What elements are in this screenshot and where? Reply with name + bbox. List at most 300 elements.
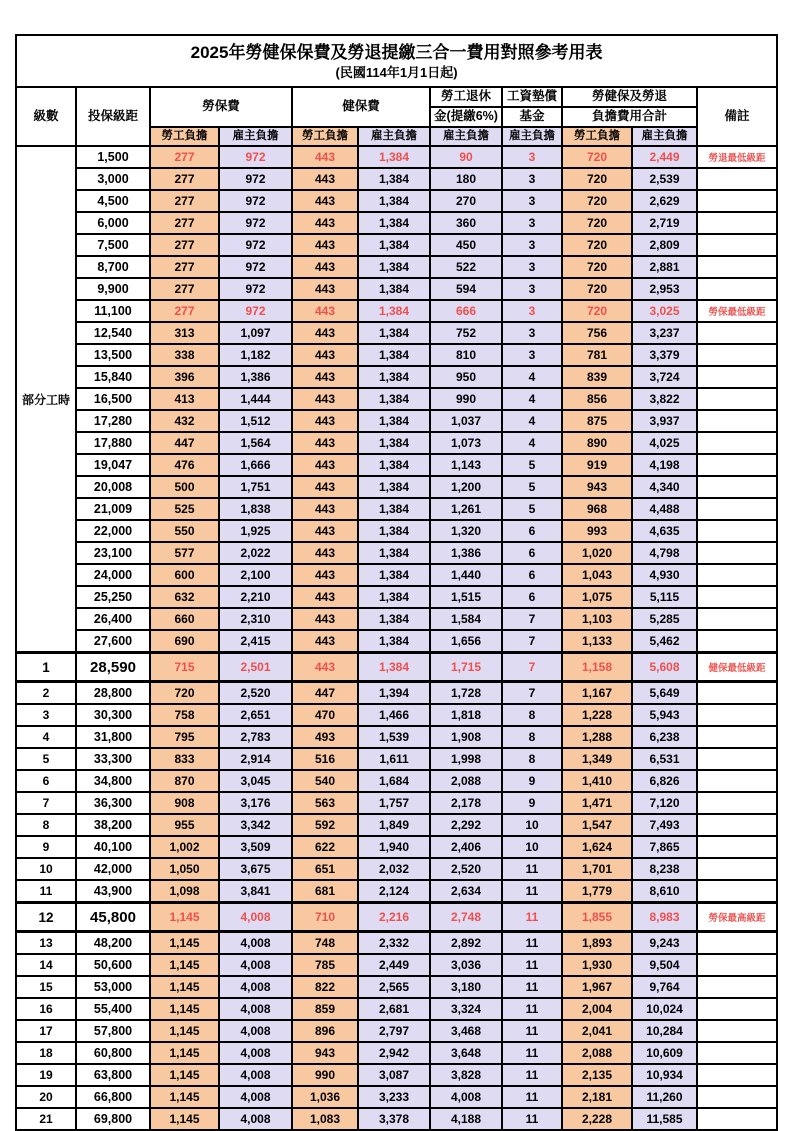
- wagefund-employer-cell: 11: [502, 954, 562, 976]
- labor-employee-cell: 313: [150, 322, 219, 344]
- health-employer-cell: 2,565: [358, 976, 430, 998]
- health-employee-cell: 443: [292, 322, 358, 344]
- total-employer-cell: 8,983: [632, 903, 697, 932]
- remark-cell: [697, 770, 777, 792]
- health-employer-cell: 1,384: [358, 322, 430, 344]
- labor-employer-cell: 1,444: [219, 388, 292, 410]
- labor-employer-cell: 2,100: [219, 564, 292, 586]
- pension-employer-cell: 90: [430, 146, 502, 168]
- labor-employer-cell: 972: [219, 168, 292, 190]
- pension-employer-cell: 2,178: [430, 792, 502, 814]
- subheader-labor-employer: 雇主負擔: [219, 127, 292, 146]
- health-employer-cell: 1,384: [358, 168, 430, 190]
- level-cell: 21: [16, 1108, 76, 1130]
- remark-cell: [697, 520, 777, 542]
- remark-cell: [697, 704, 777, 726]
- level-cell: 8: [16, 814, 76, 836]
- total-employee-cell: 943: [562, 476, 632, 498]
- labor-employee-cell: 632: [150, 586, 219, 608]
- health-employee-cell: 943: [292, 1042, 358, 1064]
- total-employer-cell: 2,629: [632, 190, 697, 212]
- labor-employer-cell: 972: [219, 146, 292, 168]
- pension-employer-cell: 1,728: [430, 682, 502, 705]
- remark-cell: 勞保最低級距: [697, 300, 777, 322]
- total-employer-cell: 5,285: [632, 608, 697, 630]
- total-employee-cell: 1,967: [562, 976, 632, 998]
- total-employer-cell: 3,379: [632, 344, 697, 366]
- total-employer-cell: 2,809: [632, 234, 697, 256]
- col-header-total-line2: 負擔費用合計: [562, 107, 697, 127]
- total-employer-cell: 3,937: [632, 410, 697, 432]
- bracket-cell: 25,250: [76, 586, 150, 608]
- remark-cell: [697, 1108, 777, 1130]
- wagefund-employer-cell: 6: [502, 520, 562, 542]
- health-employee-cell: 443: [292, 520, 358, 542]
- bracket-cell: 45,800: [76, 903, 150, 932]
- health-employee-cell: 822: [292, 976, 358, 998]
- total-employee-cell: 1,779: [562, 880, 632, 903]
- subheader-wagefund-employer: 雇主負擔: [502, 127, 562, 146]
- table-row: [16, 954, 777, 976]
- remark-cell: [697, 168, 777, 190]
- health-employer-cell: 2,124: [358, 880, 430, 903]
- wagefund-employer-cell: 8: [502, 704, 562, 726]
- labor-employer-cell: 972: [219, 278, 292, 300]
- health-employer-cell: 1,384: [358, 344, 430, 366]
- labor-employer-cell: 2,651: [219, 704, 292, 726]
- health-employer-cell: 2,449: [358, 954, 430, 976]
- total-employer-cell: 2,719: [632, 212, 697, 234]
- health-employer-cell: 2,216: [358, 903, 430, 932]
- health-employer-cell: 1,394: [358, 682, 430, 705]
- table-row: [16, 234, 777, 256]
- level-cell: 2: [16, 682, 76, 705]
- health-employee-cell: 443: [292, 630, 358, 653]
- pension-employer-cell: 2,748: [430, 903, 502, 932]
- labor-employee-cell: 908: [150, 792, 219, 814]
- health-employee-cell: 443: [292, 234, 358, 256]
- remark-cell: [697, 190, 777, 212]
- bracket-cell: 40,100: [76, 836, 150, 858]
- wagefund-employer-cell: 5: [502, 498, 562, 520]
- labor-employee-cell: 690: [150, 630, 219, 653]
- total-employee-cell: 720: [562, 300, 632, 322]
- bracket-cell: 20,008: [76, 476, 150, 498]
- total-employee-cell: 2,004: [562, 998, 632, 1020]
- bracket-cell: 28,800: [76, 682, 150, 705]
- labor-employer-cell: 4,008: [219, 1108, 292, 1130]
- wagefund-employer-cell: 5: [502, 476, 562, 498]
- table-row: [16, 770, 777, 792]
- pension-employer-cell: 3,828: [430, 1064, 502, 1086]
- bracket-cell: 66,800: [76, 1086, 150, 1108]
- wagefund-employer-cell: 11: [502, 1020, 562, 1042]
- labor-employee-cell: 1,145: [150, 976, 219, 998]
- health-employee-cell: 443: [292, 190, 358, 212]
- health-employee-cell: 443: [292, 146, 358, 168]
- health-employee-cell: 443: [292, 410, 358, 432]
- labor-employee-cell: 1,145: [150, 1086, 219, 1108]
- total-employee-cell: 2,041: [562, 1020, 632, 1042]
- bracket-cell: 23,100: [76, 542, 150, 564]
- remark-cell: [697, 998, 777, 1020]
- table-row: [16, 1064, 777, 1086]
- wagefund-employer-cell: 11: [502, 998, 562, 1020]
- health-employer-cell: 3,233: [358, 1086, 430, 1108]
- total-employer-cell: 5,649: [632, 682, 697, 705]
- total-employee-cell: 1,471: [562, 792, 632, 814]
- health-employer-cell: 1,384: [358, 653, 430, 682]
- labor-employee-cell: 413: [150, 388, 219, 410]
- level-cell: 1: [16, 653, 76, 682]
- labor-employee-cell: 277: [150, 256, 219, 278]
- table-row: [16, 748, 777, 770]
- remark-cell: [697, 256, 777, 278]
- bracket-cell: 11,100: [76, 300, 150, 322]
- total-employee-cell: 839: [562, 366, 632, 388]
- health-employee-cell: 443: [292, 278, 358, 300]
- labor-employee-cell: 758: [150, 704, 219, 726]
- health-employer-cell: 2,032: [358, 858, 430, 880]
- level-cell: 5: [16, 748, 76, 770]
- labor-employee-cell: 955: [150, 814, 219, 836]
- remark-cell: [697, 1042, 777, 1064]
- health-employer-cell: 1,384: [358, 498, 430, 520]
- total-employee-cell: 1,410: [562, 770, 632, 792]
- health-employee-cell: 447: [292, 682, 358, 705]
- labor-employee-cell: 1,145: [150, 1020, 219, 1042]
- total-employer-cell: 4,798: [632, 542, 697, 564]
- remark-cell: [697, 836, 777, 858]
- wagefund-employer-cell: 11: [502, 1108, 562, 1130]
- table-row: [16, 476, 777, 498]
- bracket-cell: 22,000: [76, 520, 150, 542]
- total-employer-cell: 4,340: [632, 476, 697, 498]
- labor-employer-cell: 4,008: [219, 932, 292, 955]
- total-employee-cell: 968: [562, 498, 632, 520]
- wagefund-employer-cell: 6: [502, 542, 562, 564]
- health-employer-cell: 1,384: [358, 234, 430, 256]
- labor-employee-cell: 277: [150, 146, 219, 168]
- total-employee-cell: 1,043: [562, 564, 632, 586]
- total-employer-cell: 3,724: [632, 366, 697, 388]
- remark-cell: [697, 410, 777, 432]
- labor-employee-cell: 1,145: [150, 1064, 219, 1086]
- remark-cell: [697, 212, 777, 234]
- labor-employer-cell: 972: [219, 300, 292, 322]
- bracket-cell: 43,900: [76, 880, 150, 903]
- level-cell: 17: [16, 1020, 76, 1042]
- table-row: [16, 630, 777, 653]
- col-header-level: 級數: [16, 87, 76, 146]
- health-employer-cell: 1,384: [358, 432, 430, 454]
- remark-cell: [697, 234, 777, 256]
- bracket-cell: 17,280: [76, 410, 150, 432]
- total-employee-cell: 720: [562, 168, 632, 190]
- pension-employer-cell: 1,715: [430, 653, 502, 682]
- health-employee-cell: 443: [292, 300, 358, 322]
- total-employee-cell: 720: [562, 256, 632, 278]
- remark-cell: [697, 542, 777, 564]
- table-body: [16, 146, 777, 1130]
- labor-employer-cell: 3,509: [219, 836, 292, 858]
- labor-employer-cell: 972: [219, 190, 292, 212]
- subheader-total-employer: 雇主負擔: [632, 127, 697, 146]
- bracket-cell: 26,400: [76, 608, 150, 630]
- total-employer-cell: 3,025: [632, 300, 697, 322]
- remark-cell: [697, 932, 777, 955]
- labor-employer-cell: 972: [219, 234, 292, 256]
- bracket-cell: 8,700: [76, 256, 150, 278]
- bracket-cell: 38,200: [76, 814, 150, 836]
- total-employer-cell: 3,822: [632, 388, 697, 410]
- pension-employer-cell: 950: [430, 366, 502, 388]
- health-employer-cell: 1,384: [358, 146, 430, 168]
- bracket-cell: 50,600: [76, 954, 150, 976]
- pension-employer-cell: 3,324: [430, 998, 502, 1020]
- total-employer-cell: 2,539: [632, 168, 697, 190]
- level-cell: 6: [16, 770, 76, 792]
- remark-cell: [697, 976, 777, 998]
- labor-employee-cell: 795: [150, 726, 219, 748]
- wagefund-employer-cell: 3: [502, 190, 562, 212]
- labor-employee-cell: 660: [150, 608, 219, 630]
- level-cell: 19: [16, 1064, 76, 1086]
- health-employee-cell: 896: [292, 1020, 358, 1042]
- table-row: [16, 682, 777, 705]
- wagefund-employer-cell: 10: [502, 836, 562, 858]
- total-employer-cell: 11,585: [632, 1108, 697, 1130]
- labor-employer-cell: 2,210: [219, 586, 292, 608]
- col-header-remark: 備註: [697, 87, 777, 146]
- level-cell: 20: [16, 1086, 76, 1108]
- labor-employee-cell: 1,145: [150, 954, 219, 976]
- remark-cell: [697, 954, 777, 976]
- table-row: [16, 520, 777, 542]
- pension-employer-cell: 1,261: [430, 498, 502, 520]
- total-employer-cell: 4,635: [632, 520, 697, 542]
- labor-employee-cell: 1,145: [150, 903, 219, 932]
- labor-employee-cell: 833: [150, 748, 219, 770]
- health-employer-cell: 2,332: [358, 932, 430, 955]
- table-row: [16, 608, 777, 630]
- total-employee-cell: 1,020: [562, 542, 632, 564]
- wagefund-employer-cell: 3: [502, 234, 562, 256]
- labor-employee-cell: 396: [150, 366, 219, 388]
- table-row: [16, 726, 777, 748]
- wagefund-employer-cell: 7: [502, 608, 562, 630]
- health-employer-cell: 1,384: [358, 190, 430, 212]
- bracket-cell: 13,500: [76, 344, 150, 366]
- total-employee-cell: 720: [562, 212, 632, 234]
- pension-employer-cell: 270: [430, 190, 502, 212]
- wagefund-employer-cell: 11: [502, 880, 562, 903]
- table-row: [16, 903, 777, 932]
- health-employee-cell: 443: [292, 454, 358, 476]
- total-employer-cell: 10,284: [632, 1020, 697, 1042]
- bracket-cell: 3,000: [76, 168, 150, 190]
- labor-employer-cell: 4,008: [219, 1042, 292, 1064]
- total-employer-cell: 7,120: [632, 792, 697, 814]
- health-employee-cell: 443: [292, 388, 358, 410]
- health-employer-cell: 3,378: [358, 1108, 430, 1130]
- reference-table-sheet: [15, 34, 778, 1131]
- table-row: [16, 586, 777, 608]
- col-header-wagefund-line1: 工資墊償: [502, 87, 562, 107]
- health-employee-cell: 748: [292, 932, 358, 955]
- pension-employer-cell: 990: [430, 388, 502, 410]
- table-row: [16, 976, 777, 998]
- wagefund-employer-cell: 3: [502, 212, 562, 234]
- pension-employer-cell: 360: [430, 212, 502, 234]
- labor-employee-cell: 277: [150, 300, 219, 322]
- labor-employee-cell: 715: [150, 653, 219, 682]
- total-employee-cell: 993: [562, 520, 632, 542]
- total-employer-cell: 4,198: [632, 454, 697, 476]
- health-employee-cell: 443: [292, 608, 358, 630]
- wagefund-employer-cell: 8: [502, 726, 562, 748]
- health-employer-cell: 2,681: [358, 998, 430, 1020]
- labor-employee-cell: 1,145: [150, 998, 219, 1020]
- labor-employee-cell: 870: [150, 770, 219, 792]
- table-row: [16, 564, 777, 586]
- labor-employee-cell: 550: [150, 520, 219, 542]
- remark-cell: [697, 1064, 777, 1086]
- labor-employee-cell: 277: [150, 212, 219, 234]
- health-employee-cell: 443: [292, 212, 358, 234]
- pension-employer-cell: 522: [430, 256, 502, 278]
- remark-cell: [697, 608, 777, 630]
- table-row: [16, 1020, 777, 1042]
- health-employee-cell: 443: [292, 476, 358, 498]
- bracket-cell: 24,000: [76, 564, 150, 586]
- pension-employer-cell: 2,292: [430, 814, 502, 836]
- bracket-cell: 21,009: [76, 498, 150, 520]
- col-header-bracket: 投保級距: [76, 87, 150, 146]
- health-employee-cell: 622: [292, 836, 358, 858]
- health-employer-cell: 2,797: [358, 1020, 430, 1042]
- health-employee-cell: 443: [292, 366, 358, 388]
- remark-cell: [697, 814, 777, 836]
- remark-cell: [697, 366, 777, 388]
- total-employer-cell: 2,953: [632, 278, 697, 300]
- wagefund-employer-cell: 4: [502, 410, 562, 432]
- pension-employer-cell: 1,584: [430, 608, 502, 630]
- labor-employer-cell: 4,008: [219, 1086, 292, 1108]
- total-employee-cell: 1,349: [562, 748, 632, 770]
- table-row: [16, 278, 777, 300]
- total-employee-cell: 2,135: [562, 1064, 632, 1086]
- wagefund-employer-cell: 9: [502, 770, 562, 792]
- labor-employer-cell: 1,838: [219, 498, 292, 520]
- table-row: [16, 704, 777, 726]
- health-employer-cell: 1,384: [358, 366, 430, 388]
- total-employer-cell: 4,930: [632, 564, 697, 586]
- total-employee-cell: 1,701: [562, 858, 632, 880]
- remark-cell: 健保最低級距: [697, 653, 777, 682]
- subheader-labor-employee: 勞工負擔: [150, 127, 219, 146]
- level-cell: 7: [16, 792, 76, 814]
- title-row: [16, 35, 777, 87]
- pension-employer-cell: 666: [430, 300, 502, 322]
- labor-employer-cell: 972: [219, 212, 292, 234]
- health-employee-cell: 681: [292, 880, 358, 903]
- total-employee-cell: 875: [562, 410, 632, 432]
- table-row: [16, 932, 777, 955]
- health-employer-cell: 1,384: [358, 388, 430, 410]
- wagefund-employer-cell: 10: [502, 814, 562, 836]
- health-employee-cell: 493: [292, 726, 358, 748]
- wagefund-employer-cell: 4: [502, 432, 562, 454]
- total-employer-cell: 8,238: [632, 858, 697, 880]
- bracket-cell: 48,200: [76, 932, 150, 955]
- labor-employer-cell: 4,008: [219, 954, 292, 976]
- table-row: [16, 792, 777, 814]
- total-employer-cell: 8,610: [632, 880, 697, 903]
- labor-employer-cell: 3,342: [219, 814, 292, 836]
- total-employee-cell: 781: [562, 344, 632, 366]
- health-employee-cell: 710: [292, 903, 358, 932]
- total-employee-cell: 2,228: [562, 1108, 632, 1130]
- col-header-pension-line2: 金(提繳6%): [430, 107, 502, 127]
- bracket-cell: 17,880: [76, 432, 150, 454]
- bracket-cell: 55,400: [76, 998, 150, 1020]
- total-employee-cell: 1,893: [562, 932, 632, 955]
- bracket-cell: 12,540: [76, 322, 150, 344]
- bracket-cell: 4,500: [76, 190, 150, 212]
- bracket-cell: 31,800: [76, 726, 150, 748]
- total-employer-cell: 6,826: [632, 770, 697, 792]
- labor-employer-cell: 4,008: [219, 976, 292, 998]
- total-employer-cell: 10,934: [632, 1064, 697, 1086]
- pension-employer-cell: 3,180: [430, 976, 502, 998]
- total-employer-cell: 5,608: [632, 653, 697, 682]
- total-employee-cell: 720: [562, 146, 632, 168]
- total-employer-cell: 3,237: [632, 322, 697, 344]
- health-employer-cell: 1,849: [358, 814, 430, 836]
- health-employer-cell: 1,384: [358, 212, 430, 234]
- pension-employer-cell: 1,515: [430, 586, 502, 608]
- health-employee-cell: 651: [292, 858, 358, 880]
- health-employer-cell: 2,942: [358, 1042, 430, 1064]
- pension-employer-cell: 2,634: [430, 880, 502, 903]
- wagefund-employer-cell: 7: [502, 630, 562, 653]
- pension-employer-cell: 1,143: [430, 454, 502, 476]
- table-row: [16, 432, 777, 454]
- wagefund-employer-cell: 3: [502, 344, 562, 366]
- pension-employer-cell: 2,520: [430, 858, 502, 880]
- wagefund-employer-cell: 11: [502, 976, 562, 998]
- labor-employee-cell: 1,098: [150, 880, 219, 903]
- wagefund-employer-cell: 11: [502, 1086, 562, 1108]
- total-employee-cell: 1,288: [562, 726, 632, 748]
- wagefund-employer-cell: 11: [502, 903, 562, 932]
- level-cell: 4: [16, 726, 76, 748]
- labor-employee-cell: 1,145: [150, 1108, 219, 1130]
- labor-employer-cell: 2,501: [219, 653, 292, 682]
- bracket-cell: 16,500: [76, 388, 150, 410]
- labor-employer-cell: 3,176: [219, 792, 292, 814]
- wagefund-employer-cell: 4: [502, 366, 562, 388]
- health-employer-cell: 1,384: [358, 278, 430, 300]
- bracket-cell: 63,800: [76, 1064, 150, 1086]
- level-cell: 10: [16, 858, 76, 880]
- col-header-labor-insurance: 勞保費: [150, 87, 292, 127]
- page-subtitle: (民國114年1月1日起): [335, 64, 458, 80]
- pension-employer-cell: 2,406: [430, 836, 502, 858]
- total-employee-cell: 1,624: [562, 836, 632, 858]
- table-row: [16, 542, 777, 564]
